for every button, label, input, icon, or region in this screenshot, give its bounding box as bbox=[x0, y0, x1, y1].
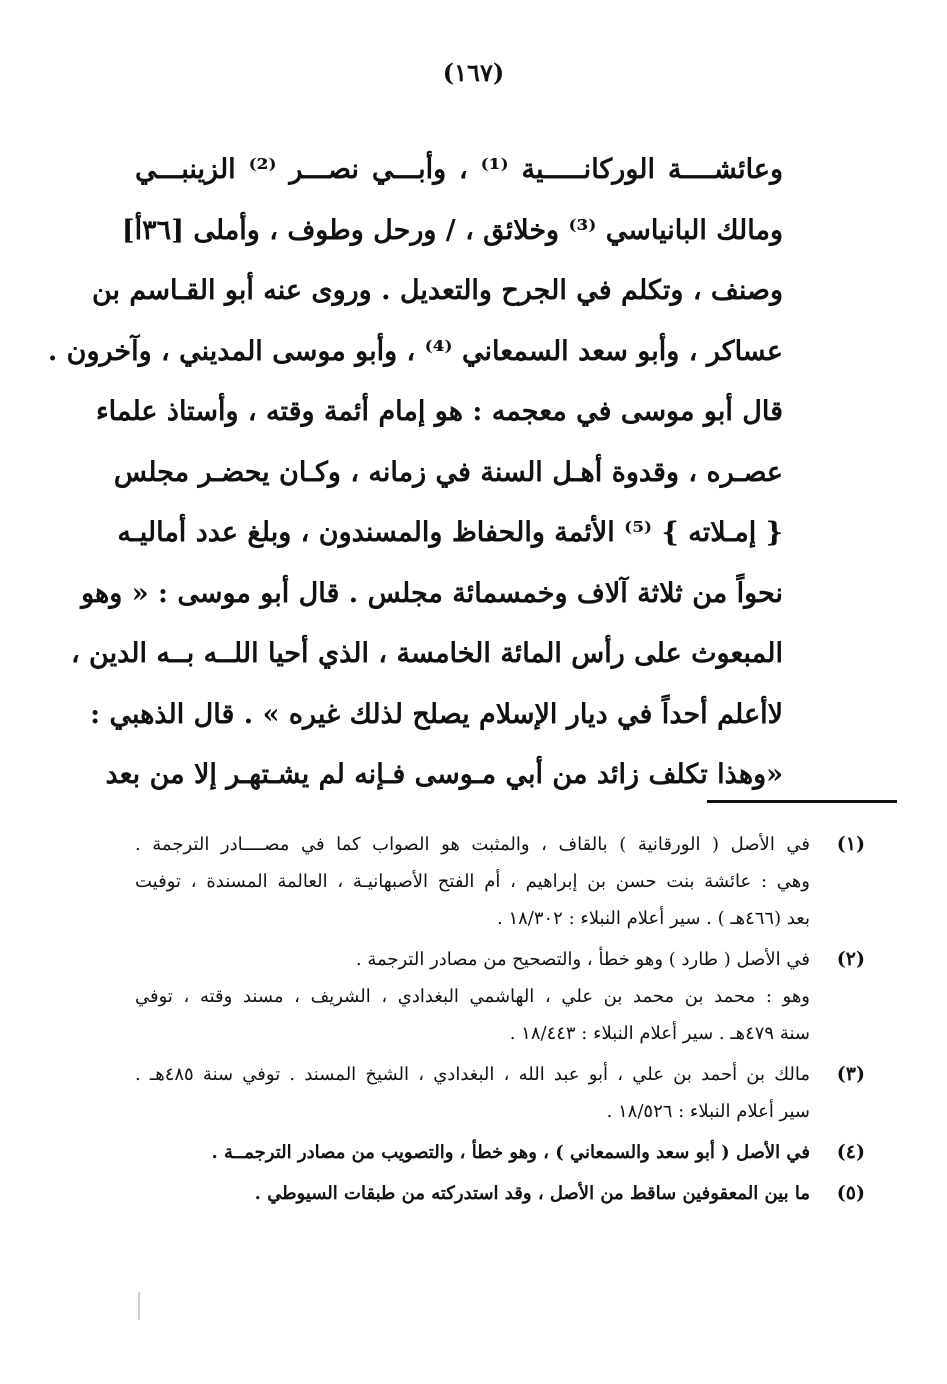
footnote-number: (٣) bbox=[836, 1063, 865, 1085]
footnote-number: (٤) bbox=[836, 1141, 865, 1163]
footnote-line: سير أعلام النبلاء : ١٨/٥٢٦ . bbox=[606, 1101, 810, 1122]
footnote-3 bbox=[135, 1056, 865, 1130]
main-text-line: عصـره ، وقدوة أهـل السنة في زمانه ، وكـان يحضـر مجلس bbox=[113, 456, 783, 488]
main-text-line: المبعوث على رأس المائة الخامسة ، الذي أحيا اللــه بــه الدين ، bbox=[70, 638, 783, 669]
footnote-1 bbox=[135, 826, 865, 937]
footnote-number: (٢) bbox=[836, 948, 865, 970]
footnote-line: في الأصل ( طارد ) وهو خطأ ، والتصحيح من مصادر الترجمة . bbox=[355, 949, 810, 970]
main-text-line: نحواً من ثلاثة آلاف وخمسمائة مجلس . قال أبو موسى : « وهو bbox=[81, 577, 783, 609]
main-text-line: عساكر ، وأبو سعد السمعاني ⁽⁴⁾ ، وأبو موسى المديني ، وآخرون . bbox=[47, 335, 783, 367]
footnote-4 bbox=[135, 1134, 865, 1171]
footnote-body bbox=[135, 1056, 810, 1130]
footnote-line: في الأصل ( أبو سعد والسمعاني ) ، وهو خطأ ، والتصويب من مصادر الترجمــة . bbox=[211, 1142, 810, 1163]
footnote-5 bbox=[135, 1175, 865, 1212]
footnotes bbox=[135, 826, 865, 1216]
footnote-2 bbox=[135, 941, 865, 1052]
main-text-line: لاأعلم أحداً في ديار الإسلام يصلح لذلك غيره » . قال الذهبي : bbox=[90, 698, 783, 730]
footnote-line: سنة ٤٧٩هـ . سير أعلام النبلاء : ١٨/٤٤٣ . bbox=[509, 1023, 810, 1044]
footnote-body bbox=[135, 826, 810, 937]
footnote-line: وهو : محمد بن محمد بن علي ، الهاشمي البغدادي ، الشريف ، مسند وقته ، توفي bbox=[135, 986, 810, 1007]
main-text-line: وعائشــــة الوركانـــــية ⁽¹⁾ ، وأبـــي نصـــر ⁽²⁾ الزينبـــي bbox=[135, 154, 783, 185]
page-number: (١٦٧) bbox=[442, 58, 505, 87]
main-text-line: قال أبو موسى في معجمه : هو إمام أئمة وقته ، وأستاذ علماء bbox=[95, 396, 783, 427]
footnote-line: وهي : عائشة بنت حسن بن إبراهيم ، أم الفتح الأصبهانيـة ، العالمة المسندة ، توفيت bbox=[135, 871, 810, 892]
main-text-line: { إمـلاته } ⁽⁵⁾ الأئمة والحفاظ والمسندون ، وبلغ عدد أماليـه bbox=[117, 517, 783, 548]
footnote-line: في الأصل ( الورقانية ) بالقاف ، والمثبت هو الصواب كما في مصــــادر الترجمة . bbox=[135, 834, 810, 855]
scan-mark bbox=[138, 1292, 140, 1320]
footnote-body bbox=[135, 1134, 810, 1171]
footnote-number: (١) bbox=[836, 833, 865, 855]
footnote-line: بعد (٤٦٦هـ ) . سير أعلام النبلاء : ١٨/٣٠٢ . bbox=[496, 908, 810, 929]
footnote-separator bbox=[707, 800, 897, 803]
footnote-body bbox=[135, 941, 810, 1052]
footnote-line: ما بين المعقوفين ساقط من الأصل ، وقد استدركته من طبقات السيوطي . bbox=[254, 1183, 810, 1204]
main-text-block bbox=[47, 140, 783, 806]
main-text-line: ومالك البانياسي ⁽³⁾ وخلائق ، / ورحل وطوف ، وأملى [٣٦أ] bbox=[121, 214, 783, 246]
footnote-body bbox=[135, 1175, 810, 1212]
main-text-line: وصنف ، وتكلم في الجرح والتعديل . وروى عنه أبو القـاسم بن bbox=[91, 275, 783, 306]
footnote-line: مالك بن أحمد بن علي ، أبو عبد الله ، البغدادي ، الشيخ المسند . توفي سنة ٤٨٥هـ . bbox=[135, 1064, 810, 1085]
main-text-line: «وهذا تكلف زائد من أبي مـوسى فـإنه لم يشـتهـر إلا من بعد bbox=[105, 759, 783, 790]
footnote-number: (٥) bbox=[836, 1182, 865, 1204]
